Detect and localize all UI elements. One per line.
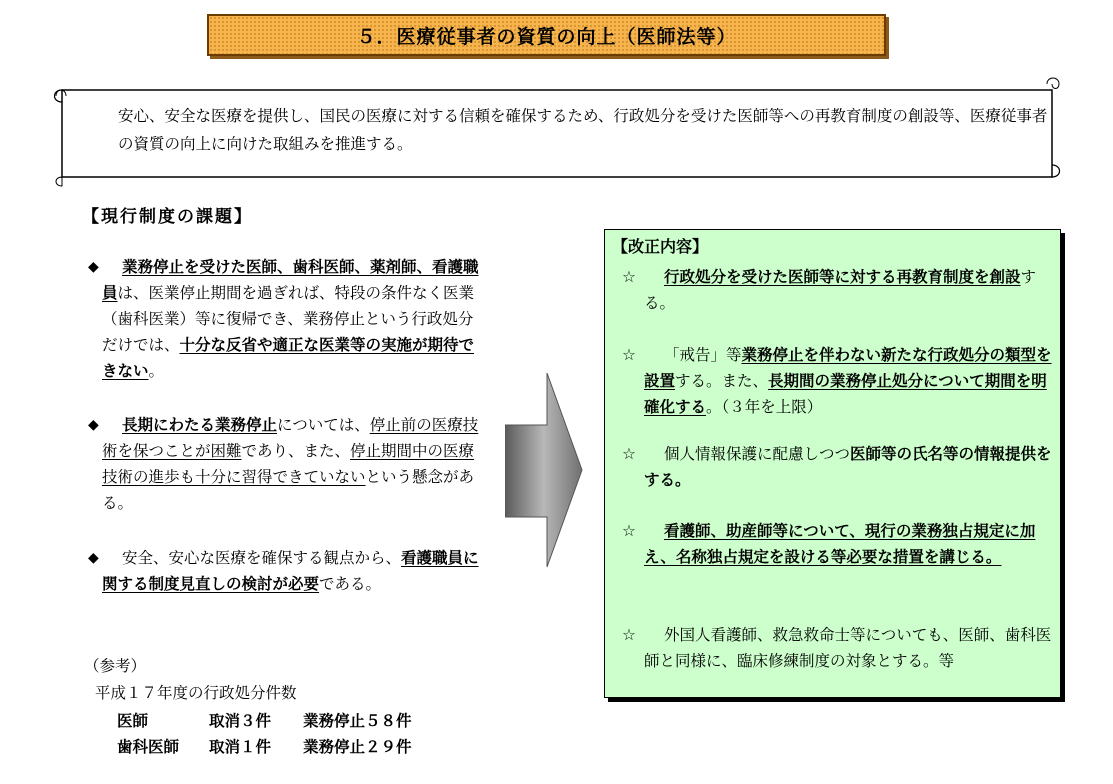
issues-heading: 【現行制度の課題】	[82, 207, 253, 227]
diamond-icon: ◆	[88, 417, 99, 433]
reform-item: ☆ 個人情報保護に配慮しつつ医師等の氏名等の情報提供をする。	[622, 441, 1052, 493]
star-icon: ☆	[622, 626, 636, 644]
issue-item: ◆ 長期にわたる業務停止については、停止前の医療技術を保つことが困難であり、また、停止期間中の医療技術の進歩も十分に習得できていないという懸念がある。	[88, 412, 480, 516]
issue-item: ◆ 業務停止を受けた医師、歯科医師、薬剤師、看護職員は、医業停止期間を過ぎれば、特段の条件なく医業（歯科医業）等に復帰でき、業務停止という行政処分だけでは、十分な反省や適正な医業等の実施が期待できない。	[88, 254, 480, 384]
reference-heading: （参考）	[84, 657, 147, 675]
issue-item: ◆ 安全、安心な医療を確保する観点から、看護職員に関する制度見直しの検討が必要である。	[88, 545, 480, 597]
title-banner	[207, 14, 886, 56]
reform-item: ☆ 外国人看護師、救急救命士等についても、医師、歯科医師と同様に、臨床修練制度の対象とする。等	[622, 622, 1052, 674]
page-title: ５．医療従事者の資質の向上（医師法等）	[356, 25, 737, 48]
diamond-icon: ◆	[88, 550, 99, 566]
reform-heading: 【改正内容】	[612, 237, 709, 256]
intro-text: 安心、安全な医療を提供し、国民の医療に対する信頼を確保するため、行政処分を受けた医師等への再教育制度の創設等、医療従事者の資質の向上に向けた取組みを推進する。	[118, 107, 1048, 153]
reference-subtitle: 平成１７年度の行政処分件数	[95, 684, 297, 702]
star-icon: ☆	[622, 445, 636, 463]
star-icon: ☆	[622, 522, 636, 540]
reform-item: ☆ 行政処分を受けた医師等に対する再教育制度を創設する。	[622, 264, 1052, 316]
reform-item: ☆ 看護師、助産師等について、現行の業務独占規定に加え、名称独占規定を設ける等必要な措置を講じる。	[622, 518, 1052, 570]
right-arrow-icon	[505, 373, 583, 568]
diamond-icon: ◆	[88, 259, 99, 275]
reform-item: ☆ 「戒告」等業務停止を伴わない新たな行政処分の類型を設置する。また、長期間の業務停止処分について期間を明確化する。（３年を上限）	[622, 342, 1052, 420]
star-icon: ☆	[622, 268, 636, 286]
star-icon: ☆	[622, 346, 636, 364]
